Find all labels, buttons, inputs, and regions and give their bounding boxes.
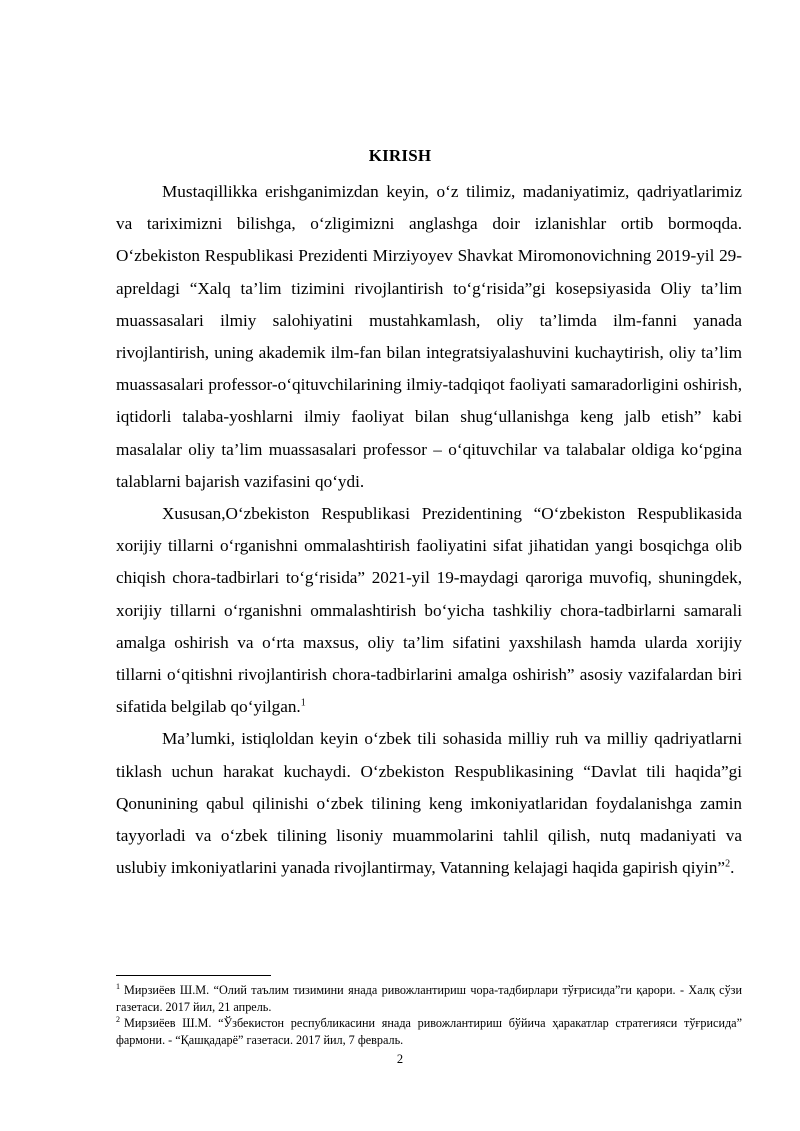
footnote-2-mark: 2 <box>116 1015 120 1025</box>
paragraph-3-end: . <box>730 858 735 878</box>
footnote-1-mark: 1 <box>116 981 120 991</box>
footnote-separator <box>116 975 271 976</box>
paragraph-3 <box>116 723 742 884</box>
footnote-2 <box>116 1015 742 1048</box>
footnote-1-text: Мирзиёев Ш.М. “Олий таълим тизимини янада ривожлантириш чора-тадбирлари тўғрисида”ги қарори. - Халқ сўзи газетаси. 2017 йил, 21 апрель. <box>116 983 742 1014</box>
body-text <box>116 176 742 884</box>
footnote-1 <box>116 982 742 1015</box>
paragraph-1 <box>116 176 742 498</box>
page-number: 2 <box>396 1052 404 1066</box>
paragraph-2-text: Xususan,O‘zbekiston Respublikasi Prezidentining “O‘zbekiston Respublikasida xorijiy tillarni o‘rganishni ommalashtirish faoliyatini sifat jihatidan yangi bosqichga olib chiqish chora-tadbirlari to‘g‘risida” 2021-yil 19-maydagi qaroriga muvofiq, shuningdek, xorijiy tillarni o‘rganishni ommalashtirish bo‘yicha tashkiliy chora-tadbirlarni samarali amalga oshirish va o‘rta maxsus, oliy ta’lim sifatini yaxshilash hamda ularda xorijiy tillarni o‘qitishni rivojlantirish chora-tadbirlarini amalga oshirish” asosiy vazifalardan biri sifatida belgilab qo‘yilgan. <box>116 504 742 717</box>
footnote-2-text: Мирзиёев Ш.М. “Ўзбекистон республикасини янада ривожлантириш бўйича ҳаракатлар стратегияси тўғрисида” фармони. - “Қашқадарё” газетаси. 2017 йил, 7 февраль. <box>116 1016 742 1047</box>
paragraph-1-text: Mustaqillikka erishganimizdan keyin, o‘z tilimiz, madaniyatimiz, qadriyatlarimiz va tariximizni bilishga, o‘zligimizni anglashga doir izlanishlar ortib bormoqda. O‘zbekiston Respublikasi Prezidenti Mirziyoyev Shavkat Miromonovichning 2019-yil 29-apreldagi “Xalq ta’lim tizimini rivojlantirish to‘g‘risida”gi kosepsiyasida Oliy ta’lim muassasalari ilmiy salohiyatini mustahkamlash, oliy ta’limda ilm-fanni yanada rivojlantirish, uning akademik ilm-fan bilan integratsiyalashuvini kuchaytirish, oliy ta’lim muassasalari professor-o‘qituvchilarining ilmiy-tadqiqot faoliyati samaradorligini oshirish, iqtidorli talaba-yoshlarni ilmiy faoliyat bilan shug‘ullanishga keng jalb etish” kabi masalalar oliy ta’lim muassasalari professor – o‘qituvchilar va talabalar oldiga ko‘pgina talablarni bajarish vazifasini qo‘ydi. <box>116 182 742 491</box>
paragraph-2 <box>116 498 742 723</box>
footnote-ref-2[interactable]: 2 <box>725 858 731 870</box>
paragraph-3-text: Ma’lumki, istiqloldan keyin o‘zbek tili sohasida milliy ruh va milliy qadriyatlarni tiklash uchun harakat kuchaydi. O‘zbekiston Respublikasining “Davlat tili haqida”gi Qonunining qabul qilinishi o‘zbek tilining keng imkoniyatlaridan foydalanishga zamin tayyorladi va o‘zbek tilining lisoniy muammolarini tahlil qilish, nutq madaniyati va uslubiy imkoniyatlarini yanada rivojlantirmay, Vatanning kelajagi haqida gapirish qiyin” <box>116 729 742 878</box>
footnote-ref-1[interactable]: 1 <box>300 697 306 709</box>
section-title: KIRISH <box>368 146 432 165</box>
footnotes <box>116 982 742 1048</box>
